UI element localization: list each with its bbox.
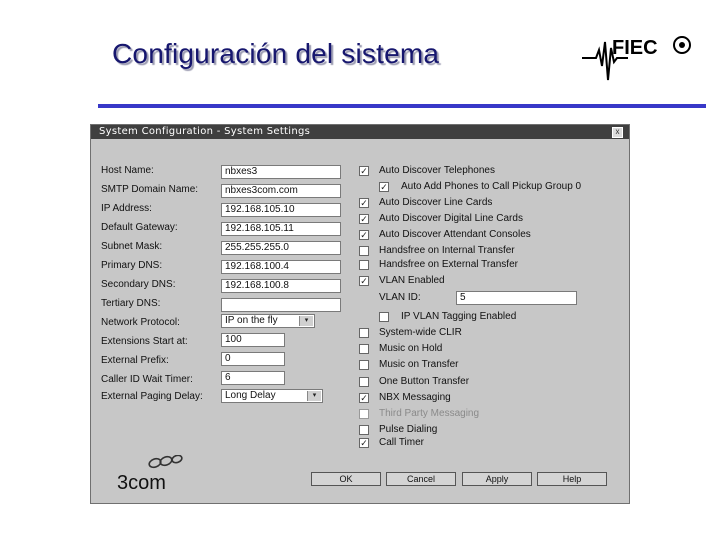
cancel-button[interactable]: Cancel: [386, 472, 456, 486]
host-name-input[interactable]: nbxes3: [221, 165, 341, 179]
third-party-messaging-checkbox: [359, 409, 369, 419]
dialog-title: System Configuration - System Settings: [99, 126, 311, 137]
default-gateway-label: Default Gateway:: [101, 222, 178, 233]
fiec-logo: [582, 28, 697, 88]
caller-id-wait-label: Caller ID Wait Timer:: [101, 374, 193, 385]
auto-discover-attendant-consoles-checkbox[interactable]: ✓: [360, 230, 368, 240]
nbx-messaging-checkbox[interactable]: ✓: [360, 393, 368, 403]
vlan-enabled-checkbox[interactable]: ✓: [360, 276, 368, 286]
system-wide-clir-checkbox[interactable]: [359, 328, 369, 338]
music-on-hold-label: Music on Hold: [379, 343, 443, 354]
handsfree-external-transfer-checkbox[interactable]: [359, 260, 369, 270]
help-button[interactable]: Help: [537, 472, 607, 486]
chevron-down-icon[interactable]: ▾: [299, 316, 313, 326]
auto-add-phones-label: Auto Add Phones to Call Pickup Group 0: [401, 181, 582, 192]
auto-discover-digital-line-cards-checkbox[interactable]: ✓: [360, 214, 368, 224]
handsfree-external-transfer-label: Handsfree on External Transfer: [379, 259, 518, 270]
call-timer-label: Call Timer: [379, 437, 425, 448]
one-button-transfer-label: One Button Transfer: [379, 376, 470, 387]
dialog-titlebar: [91, 125, 629, 139]
external-prefix-label: External Prefix:: [101, 355, 169, 366]
system-settings-dialog: [90, 124, 630, 504]
music-on-hold-checkbox[interactable]: [359, 344, 369, 354]
primary-dns-input[interactable]: 192.168.100.4: [221, 260, 341, 274]
svg-text:FIEC: FIEC: [612, 37, 658, 59]
extensions-start-input[interactable]: 100: [221, 333, 285, 347]
call-timer-checkbox[interactable]: ✓: [360, 438, 368, 448]
secondary-dns-label: Secondary DNS:: [101, 279, 176, 290]
ip-address-label: IP Address:: [101, 203, 152, 214]
external-paging-delay-value: Long Delay: [225, 390, 276, 401]
secondary-dns-input[interactable]: 192.168.100.8: [221, 279, 341, 293]
vlan-id-input[interactable]: 5: [456, 291, 577, 305]
auto-discover-attendant-consoles-label: Auto Discover Attendant Consoles: [379, 229, 531, 240]
auto-discover-line-cards-checkbox[interactable]: ✓: [360, 198, 368, 208]
subnet-mask-label: Subnet Mask:: [101, 241, 163, 252]
brand-text: 3com: [117, 472, 166, 494]
3com-logo: [115, 455, 205, 495]
auto-add-phones-checkbox[interactable]: ✓: [380, 182, 388, 192]
slide-title: Configuración del sistema: [112, 38, 440, 69]
vlan-id-label: VLAN ID:: [379, 292, 421, 303]
tertiary-dns-label: Tertiary DNS:: [101, 298, 161, 309]
apply-button[interactable]: Apply: [462, 472, 532, 486]
auto-discover-digital-line-cards-label: Auto Discover Digital Line Cards: [379, 213, 523, 224]
ip-vlan-tagging-label: IP VLAN Tagging Enabled: [401, 311, 517, 322]
vlan-enabled-label: VLAN Enabled: [379, 275, 445, 286]
auto-discover-line-cards-label: Auto Discover Line Cards: [379, 197, 493, 208]
handsfree-internal-transfer-checkbox[interactable]: [359, 246, 369, 256]
extensions-start-label: Extensions Start at:: [101, 336, 188, 347]
handsfree-internal-transfer-label: Handsfree on Internal Transfer: [379, 245, 515, 256]
caller-id-wait-input[interactable]: 6: [221, 371, 285, 385]
external-paging-delay-select[interactable]: [221, 389, 323, 403]
default-gateway-input[interactable]: 192.168.105.11: [221, 222, 341, 236]
network-protocol-label: Network Protocol:: [101, 317, 180, 328]
external-paging-delay-label: External Paging Delay:: [101, 391, 203, 402]
network-protocol-value: IP on the fly: [225, 315, 278, 326]
chevron-down-icon[interactable]: ▾: [307, 391, 321, 401]
pulse-dialing-label: Pulse Dialing: [379, 424, 438, 435]
smtp-domain-input[interactable]: nbxes3com.com: [221, 184, 341, 198]
title-underline: [98, 104, 706, 108]
music-on-transfer-checkbox[interactable]: [359, 360, 369, 370]
ip-address-input[interactable]: 192.168.105.10: [221, 203, 341, 217]
host-name-label: Host Name:: [101, 165, 154, 176]
primary-dns-label: Primary DNS:: [101, 260, 163, 271]
one-button-transfer-checkbox[interactable]: [359, 377, 369, 387]
auto-discover-telephones-checkbox[interactable]: ✓: [360, 166, 368, 176]
auto-discover-telephones-label: Auto Discover Telephones: [379, 165, 495, 176]
external-prefix-input[interactable]: 0: [221, 352, 285, 366]
third-party-messaging-label: Third Party Messaging: [379, 408, 480, 419]
smtp-domain-label: SMTP Domain Name:: [101, 184, 199, 195]
tertiary-dns-input[interactable]: [221, 298, 341, 312]
system-wide-clir-label: System-wide CLIR: [379, 327, 462, 338]
close-icon[interactable]: x: [612, 127, 623, 138]
subnet-mask-input[interactable]: 255.255.255.0: [221, 241, 341, 255]
music-on-transfer-label: Music on Transfer: [379, 359, 459, 370]
nbx-messaging-label: NBX Messaging: [379, 392, 451, 403]
ok-button[interactable]: OK: [311, 472, 381, 486]
network-protocol-select[interactable]: [221, 314, 315, 328]
ip-vlan-tagging-checkbox[interactable]: [379, 312, 389, 322]
pulse-dialing-checkbox[interactable]: [359, 425, 369, 435]
